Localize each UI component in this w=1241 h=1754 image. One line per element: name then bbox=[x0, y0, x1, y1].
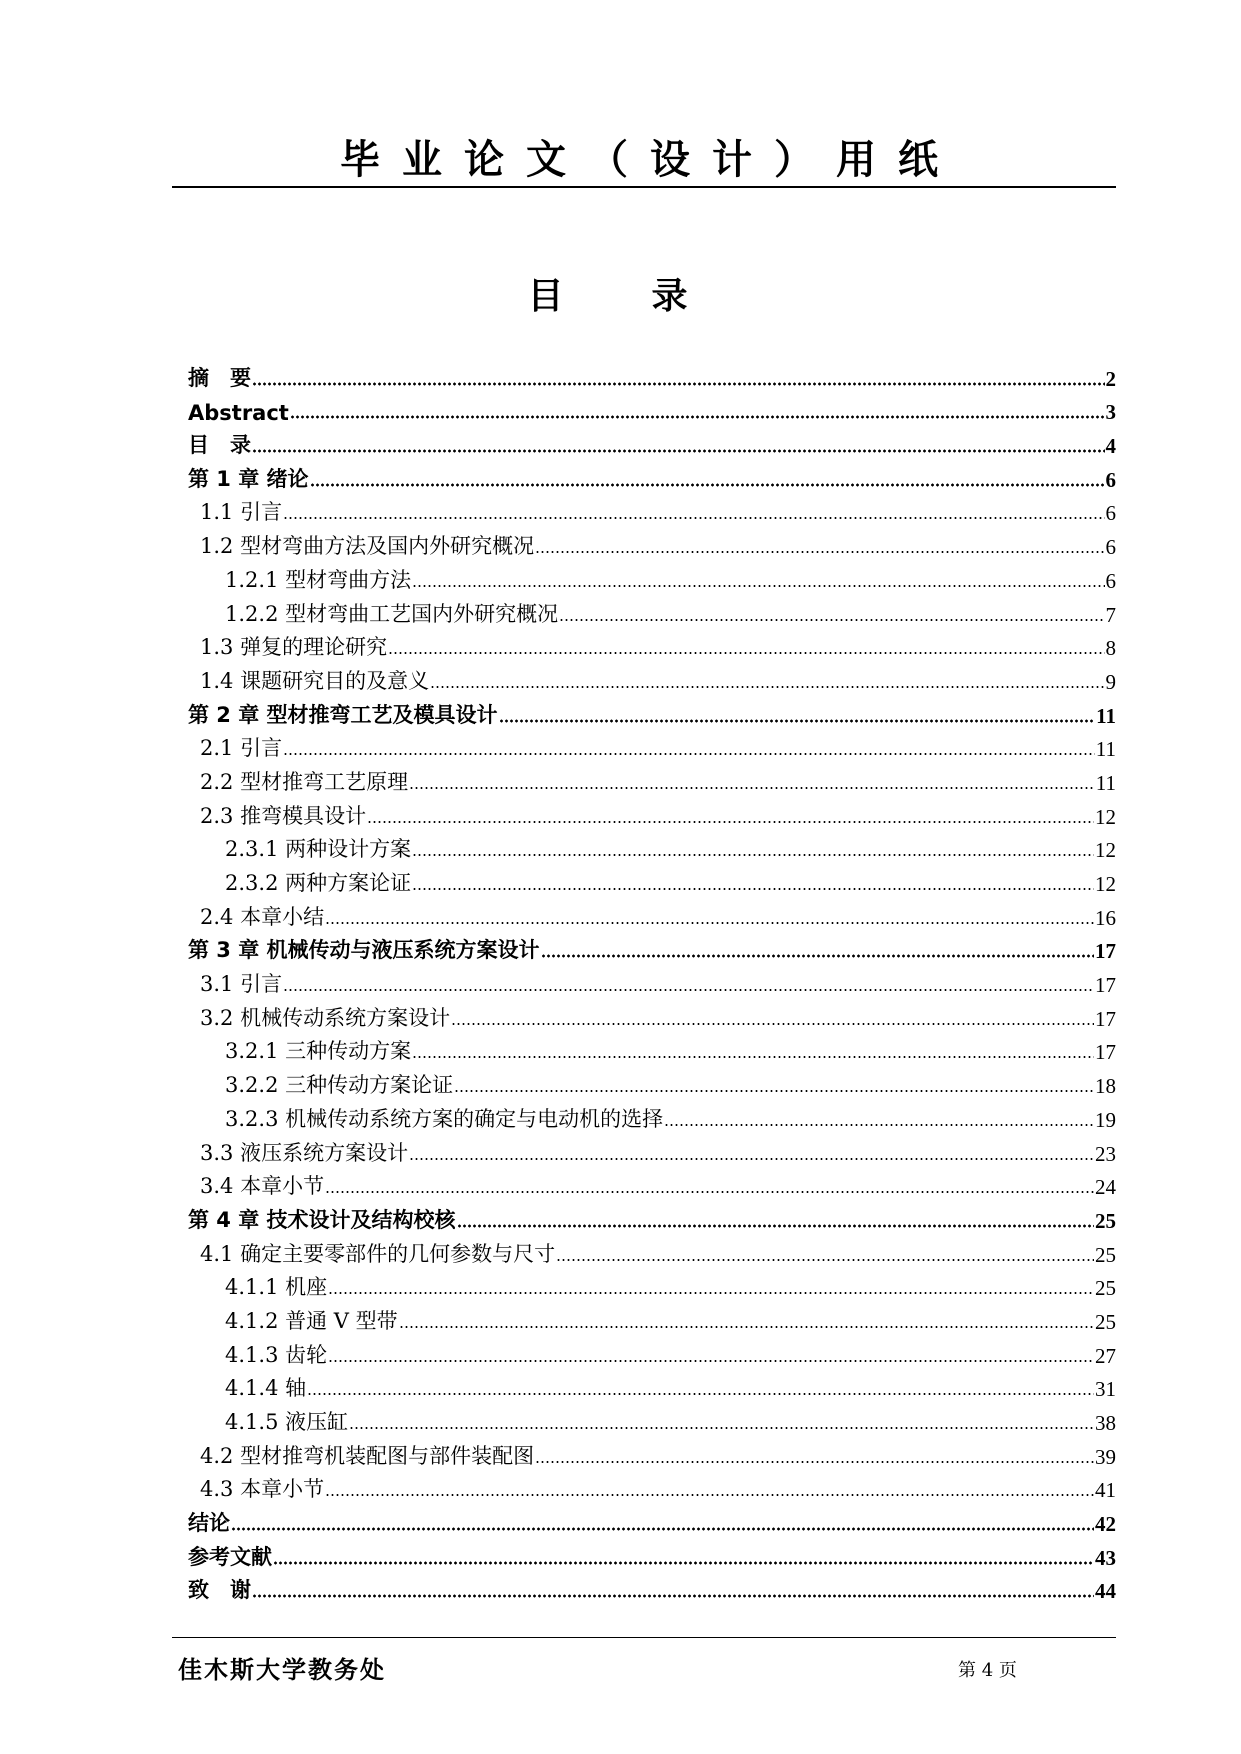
toc-entry-page: 24 bbox=[1095, 1175, 1116, 1200]
toc-entry-page: 12 bbox=[1095, 838, 1116, 863]
footer-institution: 佳木斯大学教务处 bbox=[178, 1655, 386, 1684]
toc-entry-title: 2.3.2 两种方案论证 bbox=[225, 871, 412, 895]
toc-entry-title: 参考文献 bbox=[188, 1544, 272, 1569]
toc-entry[interactable] bbox=[188, 762, 1116, 796]
toc-entry[interactable] bbox=[188, 1268, 1116, 1302]
toc-entry-title: 1.2.2 型材弯曲工艺国内外研究概况 bbox=[225, 601, 559, 626]
toc-entry-title: 结论 bbox=[188, 1511, 230, 1536]
dot-leader bbox=[409, 1157, 1094, 1161]
toc-entry-title: 1.2.1 型材弯曲方法 bbox=[225, 567, 412, 592]
toc-entry-page: 43 bbox=[1095, 1545, 1116, 1570]
toc-entry[interactable] bbox=[188, 1032, 1116, 1066]
dot-leader bbox=[535, 1460, 1094, 1464]
toc-entry-page: 16 bbox=[1095, 905, 1116, 930]
dot-leader bbox=[457, 1223, 1094, 1228]
dot-leader bbox=[325, 1493, 1094, 1497]
toc-entry[interactable] bbox=[188, 526, 1116, 560]
toc-entry-title: 4.1 确定主要零部件的几何参数与尺寸 bbox=[200, 1241, 556, 1266]
toc-entry-title: 致 谢 bbox=[188, 1578, 251, 1603]
toc-entry[interactable] bbox=[188, 1234, 1116, 1268]
toc-entry[interactable] bbox=[188, 1200, 1116, 1234]
dot-leader bbox=[283, 516, 1104, 520]
dot-leader bbox=[283, 988, 1094, 992]
toc-entry[interactable] bbox=[188, 1065, 1116, 1099]
toc-entry[interactable] bbox=[188, 1369, 1116, 1403]
dot-leader bbox=[367, 820, 1094, 824]
toc-entry-title: 1.3 弹复的理论研究 bbox=[200, 635, 388, 660]
toc-entry[interactable] bbox=[188, 392, 1116, 426]
toc-entry-page: 31 bbox=[1095, 1377, 1116, 1402]
toc-entry-title: 4.1.3 齿轮 bbox=[225, 1342, 328, 1367]
toc-entry-title: 目 录 bbox=[188, 433, 251, 458]
dot-leader bbox=[454, 1089, 1094, 1093]
dot-leader bbox=[409, 786, 1095, 790]
toc-entry-page: 8 bbox=[1105, 636, 1116, 661]
toc-entry-title: 3.3 液压系统方案设计 bbox=[200, 1140, 409, 1165]
toc-entry-page: 17 bbox=[1095, 939, 1116, 964]
toc-heading: 目 录 bbox=[527, 276, 714, 317]
toc-entry-title: 3.2 机械传动系统方案设计 bbox=[200, 1005, 451, 1030]
toc-entry-page: 38 bbox=[1095, 1411, 1116, 1435]
toc-entry-title: 2.3 推弯模具设计 bbox=[200, 803, 367, 828]
toc-entry-page: 6 bbox=[1105, 467, 1116, 492]
toc-entry[interactable] bbox=[188, 1167, 1116, 1201]
toc-entry[interactable] bbox=[188, 796, 1116, 830]
footer-page-number: 第 4 页 bbox=[958, 1660, 1017, 1681]
toc-entry[interactable] bbox=[188, 661, 1116, 695]
dot-leader bbox=[252, 1593, 1094, 1598]
toc-entry[interactable] bbox=[188, 459, 1116, 493]
toc-entry-page: 25 bbox=[1095, 1309, 1116, 1334]
toc-entry[interactable] bbox=[188, 729, 1116, 763]
toc-entry-page: 25 bbox=[1095, 1242, 1116, 1267]
toc-entry-page: 42 bbox=[1095, 1512, 1116, 1537]
header-divider bbox=[172, 186, 1116, 188]
toc-entry-title: 3.2.1 三种传动方案 bbox=[225, 1039, 412, 1064]
toc-entry-page: 17 bbox=[1095, 1006, 1116, 1031]
footer-divider bbox=[172, 1637, 1116, 1638]
dot-leader bbox=[273, 1560, 1094, 1565]
toc-entry[interactable] bbox=[188, 1133, 1116, 1167]
toc-entry-page: 12 bbox=[1095, 872, 1116, 896]
toc-entry-title: 3.2.2 三种传动方案论证 bbox=[225, 1073, 454, 1098]
toc-entry[interactable] bbox=[188, 1099, 1116, 1133]
toc-entry-page: 44 bbox=[1095, 1579, 1116, 1604]
table-of-contents bbox=[188, 358, 1116, 1604]
toc-entry-page: 41 bbox=[1095, 1478, 1116, 1503]
dot-leader bbox=[328, 1291, 1094, 1295]
dot-leader bbox=[252, 381, 1105, 386]
toc-entry[interactable] bbox=[188, 931, 1116, 965]
toc-entry-title: 4.1.4 轴 bbox=[225, 1376, 307, 1401]
dot-leader bbox=[388, 651, 1104, 655]
dot-leader bbox=[664, 1123, 1094, 1127]
toc-entry-title: 2.2 型材推弯工艺原理 bbox=[200, 769, 409, 794]
toc-entry-page: 6 bbox=[1105, 535, 1116, 560]
toc-entry-page: 11 bbox=[1095, 737, 1116, 762]
toc-entry-page: 6 bbox=[1105, 501, 1116, 526]
toc-entry-title: 摘 要 bbox=[188, 365, 251, 390]
toc-entry[interactable] bbox=[188, 358, 1116, 392]
toc-entry[interactable] bbox=[188, 493, 1116, 527]
toc-entry-page: 17 bbox=[1095, 1040, 1116, 1065]
toc-entry-page: 11 bbox=[1096, 703, 1116, 728]
dot-leader bbox=[451, 1022, 1094, 1026]
toc-entry[interactable] bbox=[188, 1503, 1116, 1537]
toc-entry-title: 4.1.1 机座 bbox=[225, 1275, 328, 1300]
toc-entry[interactable] bbox=[188, 897, 1116, 931]
toc-entry-page: 27 bbox=[1095, 1343, 1116, 1368]
toc-entry[interactable] bbox=[188, 863, 1116, 897]
dot-leader bbox=[307, 1392, 1094, 1396]
toc-entry[interactable] bbox=[188, 1537, 1116, 1571]
dot-leader bbox=[252, 448, 1105, 453]
toc-entry-title: 第 3 章 机械传动与液压系统方案设计 bbox=[188, 938, 540, 963]
toc-entry-title: 1.4 课题研究目的及意义 bbox=[200, 668, 430, 693]
toc-entry[interactable] bbox=[188, 1470, 1116, 1504]
dot-leader bbox=[325, 921, 1094, 925]
toc-entry-page: 2 bbox=[1105, 366, 1116, 391]
toc-entry-title: 4.1.5 液压缸 bbox=[225, 1410, 349, 1434]
dot-leader bbox=[556, 1258, 1094, 1262]
toc-entry-page: 17 bbox=[1095, 973, 1116, 998]
toc-entry[interactable] bbox=[188, 560, 1116, 594]
toc-entry-page: 7 bbox=[1105, 602, 1116, 627]
dot-leader bbox=[535, 550, 1104, 554]
toc-entry-page: 19 bbox=[1095, 1107, 1116, 1132]
dot-leader bbox=[328, 1359, 1094, 1363]
toc-entry-title: 第 2 章 型材推弯工艺及模具设计 bbox=[188, 702, 498, 727]
toc-entry[interactable] bbox=[188, 695, 1116, 729]
toc-entry-title: 第 4 章 技术设计及结构校核 bbox=[188, 1207, 456, 1232]
toc-entry[interactable] bbox=[188, 1402, 1116, 1436]
toc-entry-page: 23 bbox=[1095, 1141, 1116, 1166]
dot-leader bbox=[412, 853, 1094, 857]
toc-entry-title: 4.3 本章小节 bbox=[200, 1477, 325, 1502]
toc-entry[interactable] bbox=[188, 425, 1116, 459]
toc-entry-page: 9 bbox=[1105, 669, 1116, 694]
dot-leader bbox=[283, 752, 1095, 756]
dot-leader bbox=[541, 953, 1094, 958]
toc-entry-page: 6 bbox=[1105, 568, 1116, 593]
toc-entry-page: 12 bbox=[1095, 804, 1116, 829]
toc-entry-page: 11 bbox=[1095, 770, 1116, 795]
dot-leader bbox=[412, 584, 1104, 588]
toc-entry[interactable] bbox=[188, 1335, 1116, 1369]
toc-entry[interactable] bbox=[188, 964, 1116, 998]
toc-entry-title: 1.1 引言 bbox=[200, 500, 283, 525]
toc-entry-title: 3.4 本章小节 bbox=[200, 1174, 325, 1199]
toc-entry-page: 39 bbox=[1095, 1444, 1116, 1469]
dot-leader bbox=[399, 1325, 1094, 1329]
dot-leader bbox=[349, 1426, 1094, 1430]
toc-entry-page: 4 bbox=[1105, 434, 1116, 459]
toc-entry[interactable] bbox=[188, 830, 1116, 864]
toc-entry-page: 25 bbox=[1095, 1276, 1116, 1301]
dot-leader bbox=[412, 887, 1094, 891]
dot-leader bbox=[290, 414, 1105, 419]
toc-entry[interactable] bbox=[188, 628, 1116, 662]
toc-entry[interactable] bbox=[188, 1436, 1116, 1470]
toc-entry-page: 25 bbox=[1095, 1208, 1116, 1233]
dot-leader bbox=[325, 1190, 1094, 1194]
toc-entry-title: 1.2 型材弯曲方法及国内外研究概况 bbox=[200, 534, 535, 559]
dot-leader bbox=[430, 685, 1104, 689]
dot-leader bbox=[310, 482, 1105, 487]
toc-entry[interactable] bbox=[188, 594, 1116, 628]
toc-entry-title: 4.1.2 普通 V 型带 bbox=[225, 1308, 398, 1333]
page-header-title: 毕业论文（设计）用纸 bbox=[340, 136, 960, 183]
dot-leader bbox=[412, 1055, 1094, 1059]
dot-leader bbox=[231, 1526, 1094, 1531]
toc-entry-title: 第 1 章 绪论 bbox=[188, 466, 309, 491]
toc-entry-page: 18 bbox=[1095, 1074, 1116, 1099]
toc-entry-page: 3 bbox=[1105, 400, 1116, 425]
toc-entry-title: Abstract bbox=[188, 401, 289, 426]
dot-leader bbox=[559, 618, 1104, 622]
toc-entry-title: 4.2 型材推弯机装配图与部件装配图 bbox=[200, 1443, 535, 1468]
toc-entry-title: 2.1 引言 bbox=[200, 736, 283, 761]
toc-entry-title: 3.1 引言 bbox=[200, 972, 283, 997]
toc-entry[interactable] bbox=[188, 1301, 1116, 1335]
toc-entry-title: 2.4 本章小结 bbox=[200, 904, 325, 929]
toc-entry-title: 3.2.3 机械传动系统方案的确定与电动机的选择 bbox=[225, 1106, 664, 1131]
toc-entry[interactable] bbox=[188, 1571, 1116, 1605]
toc-entry-title: 2.3.1 两种设计方案 bbox=[225, 837, 412, 862]
dot-leader bbox=[499, 718, 1096, 723]
toc-entry[interactable] bbox=[188, 998, 1116, 1032]
